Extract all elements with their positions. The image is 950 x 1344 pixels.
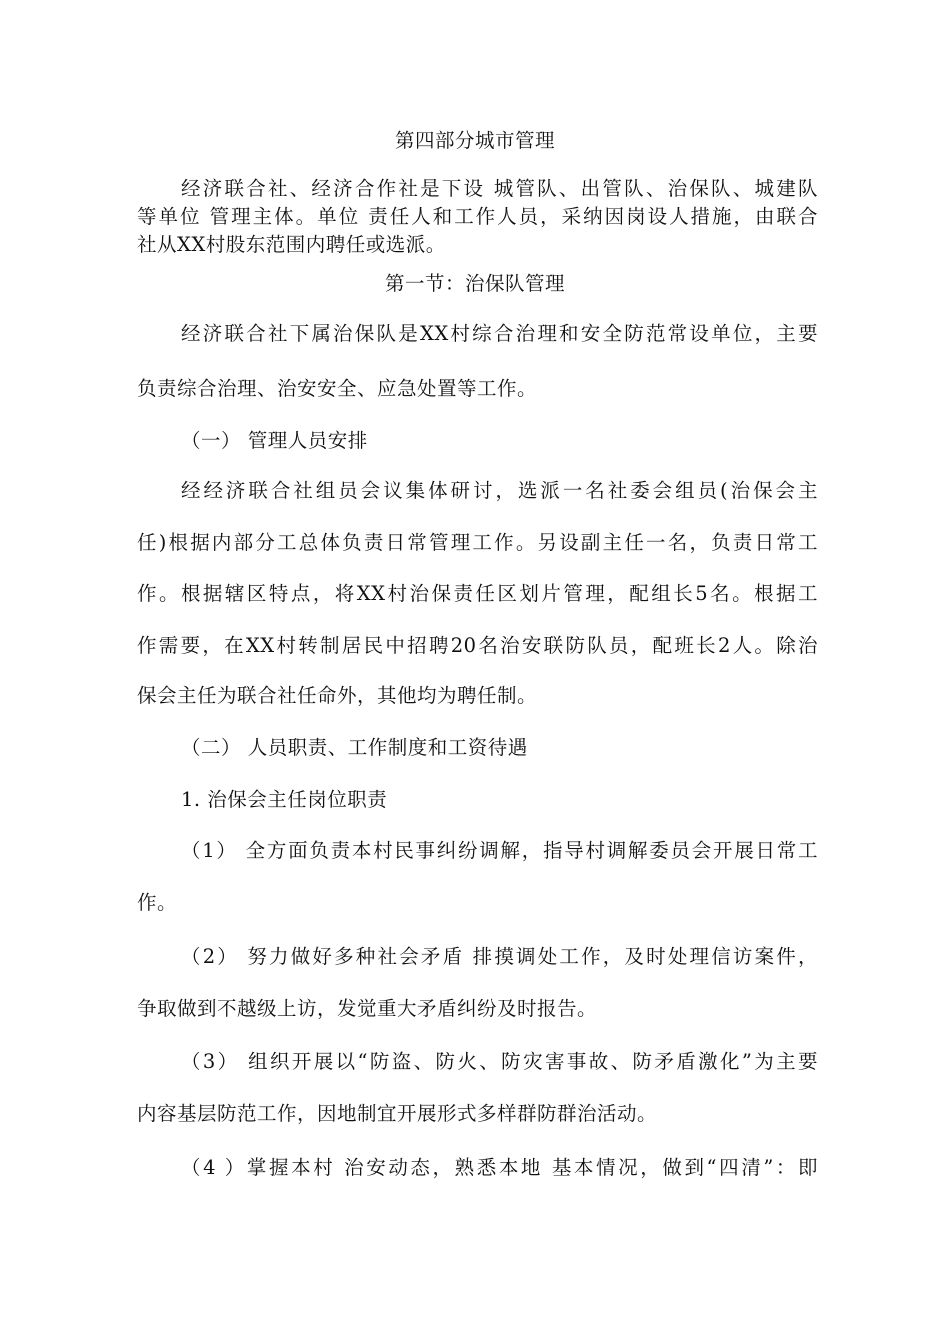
item-1-line-1: （1） 全方面负责本村民事纠纷调解，指导村调解委员会开展日常工: [181, 839, 818, 862]
intro-line-1: 经济联合社、经济合作社是下设 城管队、出管队、治保队、城建队: [181, 177, 818, 200]
heading-management-arrangement: （一） 管理人员安排: [181, 429, 368, 452]
document-title: 第四部分城市管理: [394, 129, 555, 152]
item-2-line-2: 争取做到不越级上访，发觉重大矛盾纠纷及时报告。: [137, 997, 598, 1020]
intro-line-2: 等单位 管理主体。单位 责任人和工作人员，采纳因岗设人措施，由联合: [137, 205, 818, 228]
paragraph-2-line-2: 任)根据内部分工总体负责日常管理工作。另设副主任一名，负责日常工: [137, 531, 818, 554]
paragraph-2-line-1: 经经济联合社组员会议集体研讨，选派一名社委会组员(治保会主: [181, 479, 818, 502]
paragraph-2-line-3: 作。根据辖区特点，将XX村治保责任区划片管理，配组长5名。根据工: [137, 582, 818, 605]
section-title: 第一节：治保队管理: [384, 272, 565, 295]
heading-director-duties: 1. 治保会主任岗位职责: [181, 788, 388, 811]
paragraph-2-line-4: 作需要，在XX村转制居民中招聘20名治安联防队员，配班长2人。除治: [137, 634, 818, 657]
item-4-line-1: （4 ）掌握本村 治安动态，熟悉本地 基本情况，做到“四清”：即: [181, 1156, 818, 1179]
paragraph-1-line-1: 经济联合社下属治保队是XX村综合治理和安全防范常设单位，主要: [181, 322, 818, 345]
intro-line-3: 社从XX村股东范围内聘任或选派。: [137, 233, 446, 256]
item-1-line-2: 作。: [137, 891, 178, 914]
item-3-line-2: 内容基层防范工作，因地制宜开展形式多样群防群治活动。: [137, 1102, 658, 1125]
paragraph-1-line-2: 负责综合治理、治安安全、应急处置等工作。: [137, 377, 538, 400]
item-2-line-1: （2） 努力做好多种社会矛盾 排摸调处工作，及时处理信访案件，: [181, 945, 818, 968]
item-3-line-1: （3） 组织开展以“防盗、防火、防灾害事故、防矛盾激化”为主要: [181, 1050, 818, 1073]
heading-staff-duties: （二） 人员职责、工作制度和工资待遇: [181, 736, 528, 759]
paragraph-2-line-5: 保会主任为联合社任命外，其他均为聘任制。: [137, 684, 538, 707]
